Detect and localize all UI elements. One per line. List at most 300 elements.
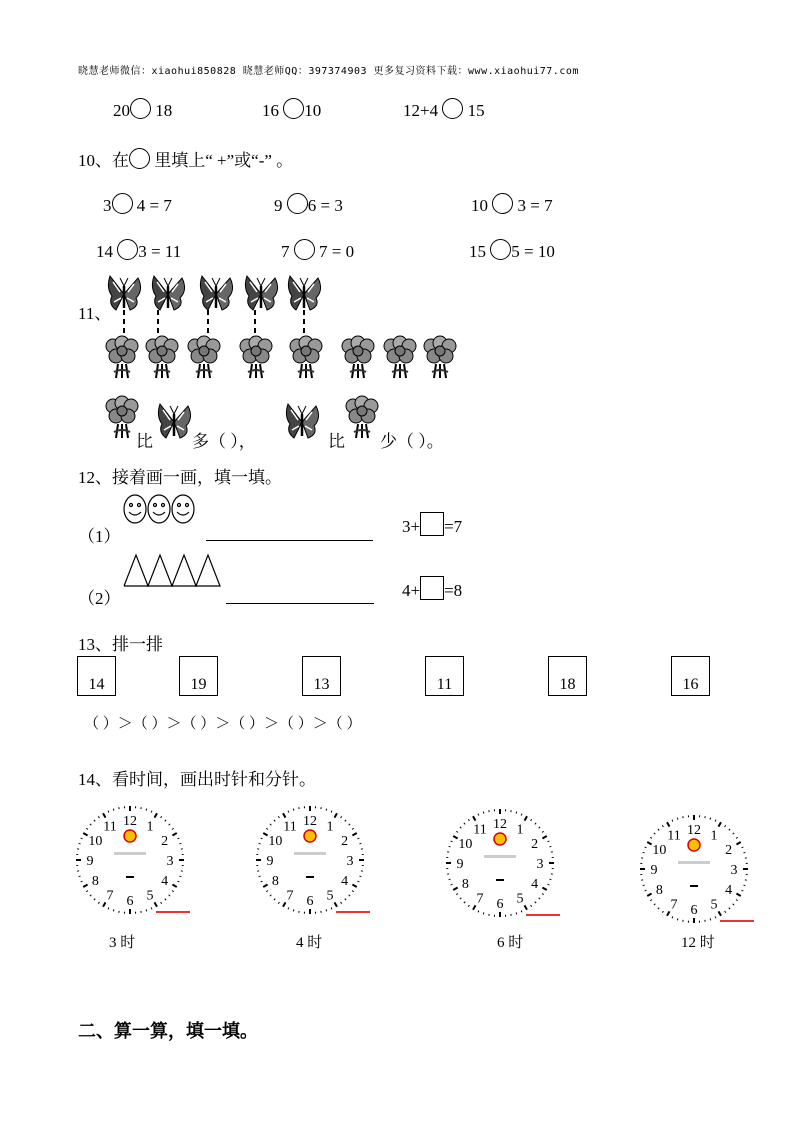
clock-tick <box>86 828 88 829</box>
q10-r1-3 <box>471 193 553 216</box>
answer-circle[interactable] <box>112 193 133 214</box>
clock-tick <box>94 899 95 900</box>
clock-tick <box>725 911 726 913</box>
flower-icon <box>346 396 378 438</box>
compare-3-left: 12+4 <box>403 101 439 120</box>
q12-part1: （1） <box>78 527 121 546</box>
clock-tick <box>169 824 170 825</box>
clock-tick <box>672 820 673 822</box>
clock-numeral: 1 <box>710 828 718 844</box>
clock-tick <box>359 876 361 877</box>
clock-tick <box>548 884 550 885</box>
clock-numeral: 9 <box>456 857 464 872</box>
clock-numeral: 6 <box>306 894 314 909</box>
clock-tick <box>449 846 451 847</box>
clock-tick <box>345 899 346 900</box>
clock-tick <box>667 911 670 915</box>
q10-r2-1 <box>96 239 181 262</box>
clock-tick <box>83 833 87 836</box>
clock-tick <box>729 908 730 909</box>
clock-tick <box>725 825 726 827</box>
clock-numeral: 4 <box>341 874 349 889</box>
operand-a: 14 <box>96 242 113 261</box>
number-box: 19 <box>179 656 218 696</box>
clock-tick <box>270 824 271 825</box>
flower-icon <box>424 336 456 378</box>
answer-circle[interactable] <box>287 193 308 214</box>
clock-tick <box>155 813 158 817</box>
q11-number: 11、 <box>78 304 112 323</box>
clock-tick <box>654 833 655 834</box>
clock-tick <box>539 898 540 899</box>
q10-circle-example <box>129 148 150 169</box>
operand-b: 4 = 7 <box>136 196 172 215</box>
clock-tick <box>456 831 458 832</box>
clock-tick <box>335 813 338 817</box>
clock-tick <box>293 909 294 911</box>
section-2-title: 二、算一算，填一填。 <box>78 1021 258 1042</box>
butterfly-icon <box>286 404 318 438</box>
clock-tick <box>172 833 176 836</box>
clock-tick <box>525 816 528 820</box>
clock-numeral: 10 <box>652 843 667 858</box>
clock-logo-icon <box>688 839 700 851</box>
clock-tick <box>650 837 652 838</box>
clock-tick <box>548 841 550 842</box>
clock-tick <box>451 884 453 885</box>
clock-tick <box>259 843 261 844</box>
clock-tick <box>151 811 152 813</box>
clock-tick <box>743 885 745 886</box>
q14-title: 14、看时间，画出时针和分针。 <box>78 770 316 789</box>
clock-tick <box>259 876 261 877</box>
answer-circle[interactable] <box>117 239 138 260</box>
number-box: 14 <box>77 656 116 696</box>
clock-tick <box>83 885 87 888</box>
clock-numeral: 11 <box>667 828 681 844</box>
clock-tick <box>178 838 180 839</box>
clock-tick <box>715 917 716 919</box>
butterfly-icon <box>245 276 277 310</box>
clock-tick <box>521 911 522 913</box>
clock-tick <box>326 909 327 911</box>
clock-tick <box>341 902 342 904</box>
clock-tick <box>278 902 279 904</box>
clock-face-4[interactable] <box>636 811 756 929</box>
butterfly-icon <box>200 276 232 310</box>
clock-tick <box>643 852 645 853</box>
clock-center-mark <box>496 879 504 881</box>
clock-tick <box>729 829 730 830</box>
smiley-faces <box>122 492 198 526</box>
compare-1 <box>113 98 172 121</box>
clock-center-mark <box>126 876 134 878</box>
clock-tick <box>151 908 152 910</box>
clock-tick <box>358 881 360 882</box>
q11-bi1: 比 <box>136 432 153 451</box>
clock-numeral: 6 <box>496 897 504 912</box>
clock-tick <box>274 899 275 900</box>
clock-tick <box>453 836 457 839</box>
answer-box[interactable] <box>420 512 444 536</box>
clock-numeral: 9 <box>266 854 274 869</box>
q10-r2-2 <box>281 239 354 262</box>
answer-circle[interactable] <box>490 239 511 260</box>
butterfly-icon <box>152 276 184 310</box>
compare-1-right: 18 <box>155 101 173 120</box>
clock-tick <box>743 852 745 853</box>
clock-numeral: 1 <box>516 822 524 838</box>
answer-circle[interactable] <box>492 193 513 214</box>
clock-numeral: 6 <box>126 894 134 909</box>
clock-tick <box>464 902 465 903</box>
q12-part2: （2） <box>78 589 121 608</box>
clock-numeral: 8 <box>461 877 469 892</box>
clock-numeral: 8 <box>91 874 99 889</box>
clock-tick <box>352 891 354 892</box>
clock-numeral: 11 <box>283 819 297 835</box>
clock-numeral: 3 <box>346 854 354 869</box>
clock-numeral: 7 <box>670 897 678 913</box>
clock-tick <box>81 838 83 839</box>
clock-tick <box>266 891 268 892</box>
clock-tick <box>654 904 655 905</box>
clock-numeral: 3 <box>536 857 544 872</box>
clock-tick <box>542 894 544 895</box>
clock-tick <box>468 819 469 821</box>
clock-label-1: 3 时 <box>109 935 136 951</box>
clock-logo-icon <box>124 830 136 842</box>
clock-numeral: 1 <box>326 819 334 835</box>
clock-tick <box>261 838 263 839</box>
clock-label-4: 12 时 <box>681 935 715 951</box>
smiley-icon <box>148 495 170 523</box>
clock-tick <box>331 811 332 813</box>
clock-tick <box>662 911 663 913</box>
answer-circle[interactable] <box>442 98 463 119</box>
clock-tick <box>736 894 740 897</box>
clock-label-3: 6 时 <box>497 935 524 951</box>
clock-numeral: 6 <box>690 903 698 918</box>
clock-numeral: 10 <box>88 834 103 849</box>
clock-numeral: 12 <box>303 814 317 829</box>
clock-tick <box>288 908 289 910</box>
clock-tick <box>539 827 540 828</box>
operand-b: 3 = 11 <box>138 242 182 261</box>
butterfly-icon <box>158 404 190 438</box>
flower-icon <box>342 336 374 378</box>
flower-icon <box>188 336 220 378</box>
q10-r2-3 <box>469 239 555 262</box>
clock-center-mark <box>306 876 314 878</box>
operand-a: 10 <box>471 196 488 215</box>
clock-tick <box>483 812 484 814</box>
number-box: 13 <box>302 656 341 696</box>
answer-circle[interactable] <box>283 98 304 119</box>
clock-tick <box>658 829 659 830</box>
clock-tick <box>460 827 461 828</box>
clock-label-2: 4 时 <box>296 935 323 951</box>
clock-tick <box>521 814 522 816</box>
clock-tick <box>733 904 734 905</box>
clock-tick <box>647 894 651 897</box>
clock-tick <box>451 841 453 842</box>
compare-2-right: 10 <box>304 101 322 120</box>
clock-numeral: 11 <box>103 819 117 835</box>
clock-numeral: 4 <box>531 877 539 892</box>
clock-tick <box>331 908 332 910</box>
clock-numeral: 5 <box>326 888 334 904</box>
q10-suffix: 里填上“ +”或“-” 。 <box>150 151 294 170</box>
clock-tick <box>274 820 275 821</box>
clock-tick <box>719 911 722 915</box>
clock-tick <box>270 895 271 896</box>
clock-numeral: 2 <box>341 834 349 849</box>
flower-icon <box>240 336 272 378</box>
clock-tick <box>90 824 91 825</box>
clock-tick <box>86 891 88 892</box>
clock-tick <box>719 822 722 826</box>
clock-numeral: 1 <box>146 819 154 835</box>
clock-tick <box>103 902 106 906</box>
flower-icon <box>384 336 416 378</box>
clock-numeral: 7 <box>476 891 484 907</box>
match-lines <box>124 310 304 336</box>
number-box: 18 <box>548 656 587 696</box>
flower-icon <box>290 336 322 378</box>
clock-tick <box>645 847 647 848</box>
smiley-icon <box>124 495 146 523</box>
q12-eq2 <box>402 576 462 601</box>
clock-numeral: 5 <box>710 897 718 913</box>
clock-tick <box>358 838 360 839</box>
clock-tick <box>531 905 532 907</box>
clock-logo-icon <box>494 833 506 845</box>
clock-tick <box>667 822 670 826</box>
clock-numeral: 4 <box>161 874 169 889</box>
clock-numeral: 9 <box>650 863 658 878</box>
clock-tick <box>79 843 81 844</box>
clock-tick <box>341 816 342 818</box>
clock-face-1[interactable] <box>72 802 192 920</box>
clock-face-3[interactable] <box>442 805 562 923</box>
clock-tick <box>146 809 147 811</box>
clock-tick <box>349 824 350 825</box>
clock-tick <box>98 902 99 904</box>
clock-numeral: 5 <box>516 891 524 907</box>
eq2-left: 4+ <box>402 581 421 600</box>
clock-tick <box>179 876 181 877</box>
clock-tick <box>516 912 517 914</box>
clock-tick <box>161 902 162 904</box>
butterfly-icon <box>288 276 320 310</box>
compare-3 <box>403 98 485 121</box>
clock-tick <box>263 833 267 836</box>
compare-1-left: 20 <box>113 101 130 120</box>
flower-row <box>106 336 456 378</box>
clock-tick <box>103 813 106 817</box>
drawing-line-1[interactable] <box>206 540 373 541</box>
clock-tick <box>478 814 479 816</box>
answer-circle[interactable] <box>294 239 315 260</box>
flower-icon <box>106 336 138 378</box>
clock-tick <box>542 888 546 891</box>
q10-title <box>78 146 293 171</box>
operand-b: 6 = 3 <box>307 196 343 215</box>
order-row[interactable]: （ ）＞（ ）＞（ ）＞（ ）＞（ ）＞（ ） <box>84 716 362 732</box>
clock-tick <box>742 847 744 848</box>
answer-box[interactable] <box>420 576 444 600</box>
clock-numeral: 10 <box>458 837 473 852</box>
eq2-right: =8 <box>444 581 463 600</box>
compare-2 <box>262 98 321 121</box>
clock-numeral: 8 <box>655 883 663 898</box>
clock-tick <box>643 885 645 886</box>
butterfly-row <box>108 276 320 310</box>
butterfly-icon <box>108 276 140 310</box>
clock-tick <box>645 890 647 891</box>
clock-tick <box>94 820 95 821</box>
clock-tick <box>263 885 267 888</box>
q12-title: 12、接着画一画，填一填。 <box>78 468 282 487</box>
q11-duo: 多（ ）， <box>192 432 256 451</box>
clock-tick <box>710 918 711 920</box>
clock-tick <box>155 902 158 906</box>
clock-numeral: 5 <box>146 888 154 904</box>
clock-tick <box>146 909 147 911</box>
clock-center-mark <box>690 885 698 887</box>
clock-numeral: 2 <box>725 843 733 858</box>
number-box: 11 <box>425 656 464 696</box>
flower-icon <box>106 396 138 438</box>
clock-tick <box>456 894 458 895</box>
clock-tick <box>352 828 354 829</box>
clock-tick <box>453 888 457 891</box>
compare-3-right: 15 <box>467 101 485 120</box>
clock-tick <box>98 816 99 818</box>
clock-numeral: 3 <box>730 863 738 878</box>
q10-r1-2 <box>274 193 343 216</box>
clock-numeral: 10 <box>268 834 283 849</box>
clock-numeral: 12 <box>687 823 701 838</box>
clock-tick <box>359 843 361 844</box>
clock-face-2[interactable] <box>252 802 372 920</box>
clock-tick <box>535 902 536 903</box>
q12-eq1 <box>402 512 462 537</box>
clock-tick <box>165 820 166 821</box>
clock-tick <box>335 902 338 906</box>
clock-tick <box>715 820 716 822</box>
clock-tick <box>326 809 327 811</box>
clock-numeral: 7 <box>106 888 114 904</box>
clock-numeral: 11 <box>473 822 487 838</box>
clock-tick <box>352 885 356 888</box>
operand-b: 7 = 0 <box>319 242 355 261</box>
clock-tick <box>261 881 263 882</box>
q13-title: 13、排一排 <box>78 635 163 654</box>
clock-tick <box>464 823 465 824</box>
clock-tick <box>283 813 286 817</box>
clock-tick <box>736 900 738 901</box>
clock-tick <box>172 891 174 892</box>
clock-numeral: 4 <box>725 883 733 898</box>
clock-tick <box>293 809 294 811</box>
clock-tick <box>483 912 484 914</box>
clock-tick <box>349 895 350 896</box>
clock-tick <box>266 828 268 829</box>
operand-b: 5 = 10 <box>511 242 555 261</box>
clock-tick <box>473 816 476 820</box>
clock-tick <box>288 811 289 813</box>
clock-tick <box>345 820 346 821</box>
clock-tick <box>108 811 109 813</box>
clock-numeral: 2 <box>531 837 539 852</box>
clock-tick <box>672 917 673 919</box>
q10-prefix: 10、在 <box>78 151 129 170</box>
clock-tick <box>90 895 91 896</box>
clock-tick <box>352 833 356 836</box>
operand-a: 3 <box>103 196 112 215</box>
clock-tick <box>165 899 166 900</box>
operand-b: 3 = 7 <box>517 196 553 215</box>
clock-tick <box>81 881 83 882</box>
eq1-right: =7 <box>444 517 463 536</box>
smiley-icon <box>172 495 194 523</box>
triangles <box>122 552 222 588</box>
clock-tick <box>542 831 544 832</box>
page-header: 晓慧老师微信：xiaohui850828 晓慧老师QQ：397374903 更多复习资料下载：www.xiaohui77.com <box>78 66 579 77</box>
operand-a: 7 <box>281 242 290 261</box>
q11-shao: 少（ ）。 <box>380 432 444 451</box>
clock-tick <box>449 879 451 880</box>
clock-numeral: 2 <box>161 834 169 849</box>
clock-tick <box>169 895 170 896</box>
operand-a: 9 <box>274 196 283 215</box>
clock-tick <box>531 819 532 821</box>
clock-tick <box>178 881 180 882</box>
clock-tick <box>473 905 476 909</box>
clock-tick <box>113 909 114 911</box>
compare-2-left: 16 <box>262 101 279 120</box>
clock-tick <box>542 836 546 839</box>
clock-tick <box>742 890 744 891</box>
clock-tick <box>79 876 81 877</box>
clock-tick <box>549 879 551 880</box>
q11-bi2: 比 <box>328 432 345 451</box>
clock-tick <box>549 846 551 847</box>
clock-numeral: 3 <box>166 854 174 869</box>
q10-r1-1 <box>103 193 172 216</box>
answer-circle[interactable] <box>130 98 151 119</box>
drawing-line-2[interactable] <box>226 603 374 604</box>
clock-tick <box>460 898 461 899</box>
clock-tick <box>478 911 479 913</box>
clock-tick <box>650 900 652 901</box>
clock-tick <box>516 812 517 814</box>
clock-tick <box>283 902 286 906</box>
number-box: 16 <box>671 656 710 696</box>
clock-numeral: 12 <box>123 814 137 829</box>
clock-tick <box>736 842 740 845</box>
clock-logo-icon <box>304 830 316 842</box>
clock-tick <box>677 918 678 920</box>
clock-numeral: 9 <box>86 854 94 869</box>
clock-numeral: 7 <box>286 888 294 904</box>
clock-tick <box>113 809 114 811</box>
operand-a: 15 <box>469 242 486 261</box>
clock-tick <box>647 842 651 845</box>
clock-tick <box>733 833 734 834</box>
